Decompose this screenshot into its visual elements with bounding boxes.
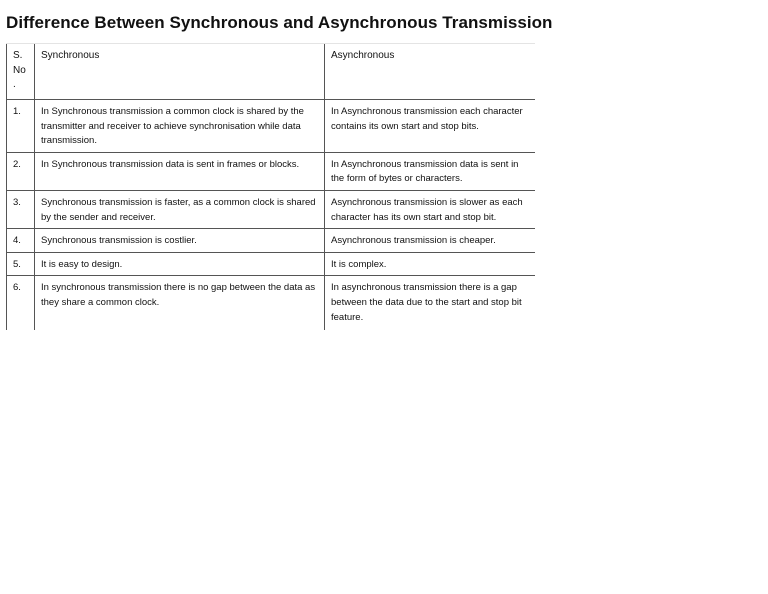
table-row bbox=[7, 100, 535, 153]
cell-sno: 2. bbox=[7, 152, 35, 190]
table-row bbox=[7, 252, 535, 276]
cell-synchronous: In Synchronous transmission data is sent in frames or blocks. bbox=[35, 152, 325, 190]
header-sno: S. No . bbox=[7, 44, 35, 100]
cell-asynchronous: In Asynchronous transmission each character contains its own start and stop bits. bbox=[325, 100, 535, 153]
cell-sno: 5. bbox=[7, 252, 35, 276]
page-title: Difference Between Synchronous and Asynchronous Transmission bbox=[6, 13, 553, 32]
table-row bbox=[7, 190, 535, 228]
table-header-row bbox=[7, 44, 535, 100]
cell-synchronous: In Synchronous transmission a common clock is shared by the transmitter and receiver to achieve synchronisation while data transmission. bbox=[35, 100, 325, 153]
cell-sno: 6. bbox=[7, 276, 35, 331]
cell-synchronous: In synchronous transmission there is no gap between the data as they share a common clock. bbox=[35, 276, 325, 331]
table-row bbox=[7, 152, 535, 190]
cell-synchronous: It is easy to design. bbox=[35, 252, 325, 276]
table-row bbox=[7, 229, 535, 253]
cell-asynchronous: Asynchronous transmission is slower as each character has its own start and stop bit. bbox=[325, 190, 535, 228]
cell-asynchronous: It is complex. bbox=[325, 252, 535, 276]
cell-synchronous: Synchronous transmission is faster, as a common clock is shared by the sender and receiver. bbox=[35, 190, 325, 228]
cell-sno: 1. bbox=[7, 100, 35, 153]
cell-synchronous: Synchronous transmission is costlier. bbox=[35, 229, 325, 253]
cell-sno: 3. bbox=[7, 190, 35, 228]
header-asynchronous: Asynchronous bbox=[325, 44, 535, 100]
cell-asynchronous: In Asynchronous transmission data is sent in the form of bytes or characters. bbox=[325, 152, 535, 190]
table-row bbox=[7, 276, 535, 331]
cell-asynchronous: Asynchronous transmission is cheaper. bbox=[325, 229, 535, 253]
cell-asynchronous: In asynchronous transmission there is a gap between the data due to the start and stop bit feature. bbox=[325, 276, 535, 331]
cell-sno: 4. bbox=[7, 229, 35, 253]
comparison-table bbox=[6, 43, 535, 330]
header-synchronous: Synchronous bbox=[35, 44, 325, 100]
